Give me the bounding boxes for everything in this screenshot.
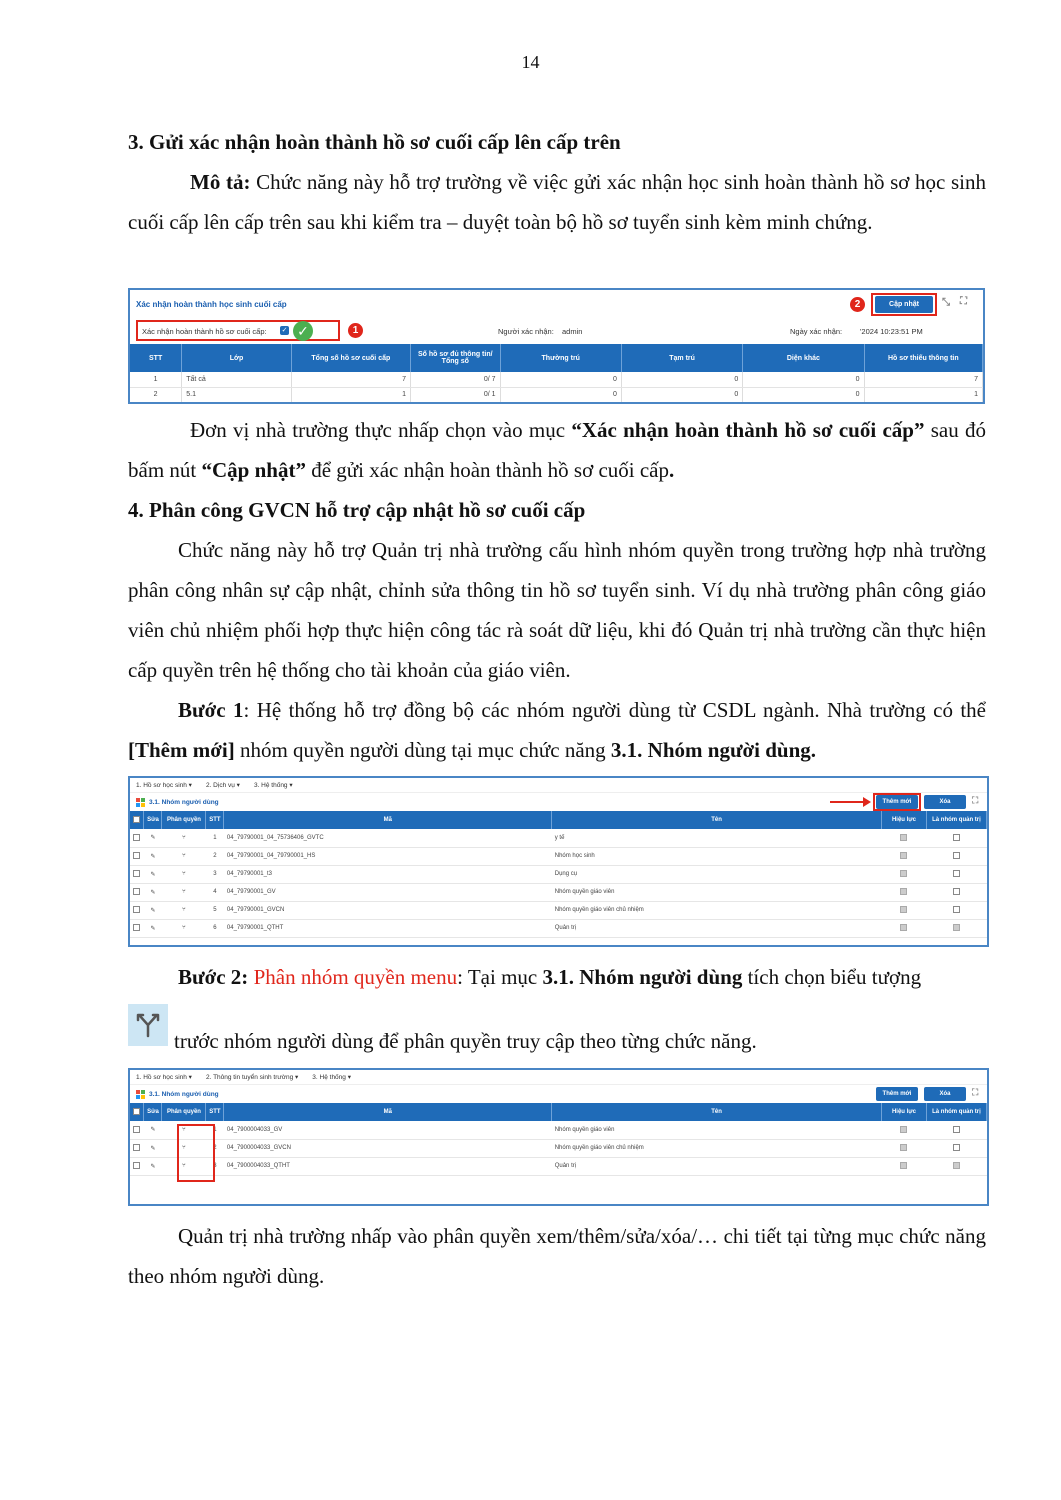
top-menu [130, 1070, 987, 1085]
user-group-header [130, 811, 987, 829]
section-3-heading: 3. Gửi xác nhận hoàn thành hồ sơ cuối cấp lên cấp trên [128, 130, 621, 154]
menu-student-records[interactable]: 1. Hồ sơ học sinh ▾ [136, 782, 192, 789]
cell-complete: 0/ 7 [411, 372, 501, 387]
cell-permanent: 0 [500, 372, 621, 387]
col-active: Hiệu lực [881, 811, 926, 829]
check-circle-icon: ✓ [293, 321, 313, 341]
cell-code: 04_79790001_GV [224, 883, 552, 901]
admin-checkbox [953, 852, 960, 859]
table-row[interactable] [130, 865, 987, 883]
instr-text: Đơn vị nhà trường thực nhấp chọn vào mục [190, 418, 572, 442]
cell-stt: 1 [206, 1121, 224, 1139]
user-group-header [130, 1103, 987, 1121]
cell-name: Dụng cụ [552, 865, 882, 883]
step-1-text: : Hệ thống hỗ trợ đồng bộ các nhóm người dùng từ CSDL ngành. Nhà trường có thể [243, 698, 987, 722]
confirm-screenshot [128, 288, 985, 404]
admin-checkbox [953, 870, 960, 877]
expand-icon[interactable]: ⛶ [960, 296, 967, 307]
cell-code: 04_79790001_t3 [224, 865, 552, 883]
user-group-screenshot [128, 776, 989, 947]
cell-missing: 1 [864, 387, 982, 402]
edit-pencil-icon[interactable]: ✎ [144, 1121, 162, 1139]
select-all-checkbox[interactable] [130, 1103, 144, 1121]
row-checkbox[interactable] [133, 870, 140, 877]
row-checkbox[interactable] [133, 1144, 140, 1151]
admin-checkbox [953, 1144, 960, 1151]
edit-pencil-icon[interactable]: ✎ [144, 901, 162, 919]
col-name: Tên [552, 1103, 882, 1121]
edit-pencil-icon[interactable]: ✎ [144, 1157, 162, 1175]
row-checkbox[interactable] [133, 924, 140, 931]
col-edit: Sửa [144, 811, 162, 829]
step-1-text: nhóm quyền người dùng tại mục chức năng [234, 738, 611, 762]
group-title: 3.1. Nhóm người dùng [149, 798, 219, 806]
step-2-paragraph [128, 957, 986, 997]
delete-button[interactable]: Xóa [924, 1087, 966, 1101]
step-1-add-new: [Thêm mới] [128, 738, 235, 762]
cell-code: 04_79790001_04_75736406_GVTC [224, 829, 552, 847]
expand-icon[interactable]: ⛶ [972, 1087, 979, 1097]
top-menu [130, 778, 987, 793]
confirmer-value: admin [562, 326, 583, 336]
cell-code: 04_79790001_GVCN [224, 901, 552, 919]
col-is-admin: Là nhóm quản trị [926, 811, 986, 829]
admin-checkbox [953, 834, 960, 841]
step-2-label: Bước 2: [178, 965, 249, 989]
active-checkbox [900, 870, 907, 877]
confirm-header [130, 290, 983, 318]
cell-name: Nhóm học sinh [552, 847, 882, 865]
step-2-menu-group: Phân nhóm quyền menu [248, 965, 458, 989]
instr-text: sau đó bấm nút [128, 418, 986, 482]
table-row[interactable] [130, 829, 987, 847]
row-checkbox[interactable] [133, 834, 140, 841]
desc-text: Chức năng này hỗ trợ trường về việc gửi xác nhận học sinh hoàn thành hồ sơ học sinh cuối cấp lên cấp trên sau khi kiểm tra – duyệt toàn bộ hồ sơ tuyển sinh kèm minh chứng. [128, 170, 987, 234]
select-all-checkbox[interactable] [130, 811, 144, 829]
user-group-table [130, 1103, 987, 1176]
col-other: Diện khác [743, 344, 864, 372]
add-new-highlight [873, 793, 921, 811]
col-is-admin: Là nhóm quản trị [926, 1103, 986, 1121]
col-active: Hiệu lực [881, 1103, 926, 1121]
row-checkbox[interactable] [133, 1126, 140, 1133]
step-badge-1: 1 [348, 323, 363, 338]
confirm-table-header [130, 344, 983, 372]
permission-fork-icon[interactable]: ⑂ [162, 1139, 206, 1157]
permission-fork-icon[interactable]: ⑂ [162, 847, 206, 865]
group-title-bar [130, 793, 987, 811]
confirm-title: Xác nhận hoàn thành học sinh cuối cấp [136, 299, 287, 309]
desc-label: Mô tả: [190, 170, 251, 194]
cell-code: 04_7900004033_GVCN [224, 1139, 552, 1157]
admin-checkbox [953, 1162, 960, 1169]
cell-stt: 1 [130, 372, 182, 387]
edit-pencil-icon[interactable]: ✎ [144, 883, 162, 901]
cell-total: 1 [291, 387, 410, 402]
menu-system[interactable]: 3. Hệ thống ▾ [312, 1074, 351, 1081]
add-new-button[interactable]: Thêm mới [876, 1087, 918, 1101]
grid-icon [136, 1090, 145, 1099]
row-checkbox[interactable] [133, 852, 140, 859]
delete-button[interactable]: Xóa [924, 795, 966, 809]
date-label: Ngày xác nhận: [790, 326, 843, 336]
cell-code: 04_79790001_QTHT [224, 919, 552, 937]
col-stt: STT [130, 344, 182, 372]
confirm-options-row [130, 318, 983, 344]
arrow-line [830, 801, 866, 803]
table-row[interactable] [130, 901, 987, 919]
cell-stt: 1 [206, 829, 224, 847]
permission-fork-icon[interactable]: ⑂ [162, 883, 206, 901]
confirmer-label: Người xác nhận: [498, 326, 554, 336]
step-1-label: Bước 1 [178, 698, 244, 722]
cell-code: 04_79790001_04_79790001_HS [224, 847, 552, 865]
permission-screenshot [128, 1068, 989, 1206]
active-checkbox [900, 834, 907, 841]
step-1-menu: 3.1. Nhóm người dùng. [610, 738, 817, 762]
group-title-bar [130, 1085, 987, 1103]
active-checkbox [900, 906, 907, 913]
col-temporary: Tạm trú [621, 344, 742, 372]
instr-text: để gửi xác nhận hoàn thành hồ sơ cuối cấp [305, 458, 670, 482]
step-1-paragraph [128, 690, 986, 770]
table-row[interactable] [130, 1121, 987, 1139]
active-checkbox [900, 888, 907, 895]
grid-icon [136, 798, 145, 807]
active-checkbox [900, 1144, 907, 1151]
cell-stt: 4 [206, 883, 224, 901]
col-stt: STT [206, 811, 224, 829]
cell-stt: 3 [206, 865, 224, 883]
cell-complete: 0/ 1 [411, 387, 501, 402]
col-edit: Sửa [144, 1103, 162, 1121]
cell-code: 04_7900004033_QTHT [224, 1157, 552, 1175]
cell-stt: 5 [206, 901, 224, 919]
active-checkbox [900, 1126, 907, 1133]
confirm-label: Xác nhận hoàn thành hồ sơ cuối cấp: [142, 326, 267, 336]
col-permission: Phân quyền [162, 811, 206, 829]
arrow-head-icon [863, 797, 871, 807]
table-row[interactable] [130, 372, 983, 387]
final-paragraph: Quản trị nhà trường nhấp vào phân quyền xem/thêm/sửa/xóa/… chi tiết tại từng mục chức năng theo nhóm người dùng. [128, 1224, 986, 1288]
cell-name: Nhóm quyền giáo viên chủ nhiệm [552, 1139, 882, 1157]
admin-checkbox [953, 906, 960, 913]
table-row[interactable] [130, 387, 983, 402]
row-checkbox[interactable] [133, 906, 140, 913]
step-badge-2: 2 [850, 297, 865, 312]
instr-bold-item: “Xác nhận hoàn thành hồ sơ cuối cấp” [571, 418, 925, 442]
cell-name: Quản trị [552, 1157, 882, 1175]
col-code: Mã [224, 1103, 552, 1121]
step-2-menu: 3.1. Nhóm người dùng [542, 965, 743, 989]
table-row[interactable] [130, 919, 987, 937]
update-highlight [871, 293, 937, 316]
col-stt: STT [206, 1103, 224, 1121]
col-code: Mã [224, 811, 552, 829]
cell-name: Quản trị [552, 919, 882, 937]
instr-bold-button: “Cập nhật” [201, 458, 306, 482]
menu-services[interactable]: 2. Dịch vụ ▾ [205, 782, 240, 789]
permission-fork-icon[interactable]: ⑂ [162, 919, 206, 937]
cell-stt: 2 [206, 847, 224, 865]
admin-checkbox [953, 924, 960, 931]
table-row[interactable] [130, 883, 987, 901]
permission-fork-icon[interactable]: ⑂ [162, 901, 206, 919]
collapse-icon[interactable]: ⤡ [942, 297, 950, 308]
menu-student-records[interactable]: 1. Hồ sơ học sinh ▾ [136, 1074, 192, 1081]
table-row[interactable] [130, 847, 987, 865]
cell-stt: 2 [130, 387, 182, 402]
row-checkbox[interactable] [133, 888, 140, 895]
section-4-heading: 4. Phân công GVCN hỗ trợ cập nhật hồ sơ cuối cấp [128, 498, 586, 522]
edit-pencil-icon[interactable]: ✎ [144, 847, 162, 865]
group-title: 3.1. Nhóm người dùng [149, 1090, 219, 1098]
col-total: Tổng số hồ sơ cuối cấp [291, 344, 410, 372]
active-checkbox [900, 852, 907, 859]
cell-name: Nhóm quyền giáo viên [552, 883, 882, 901]
permission-fork-icon[interactable]: ⑂ [162, 1121, 206, 1139]
table-row[interactable] [130, 1139, 987, 1157]
permission-fork-icon[interactable]: ⑂ [162, 1157, 206, 1175]
table-row[interactable] [130, 1157, 987, 1175]
add-new-button[interactable]: Thêm mới [876, 795, 918, 809]
expand-icon[interactable]: ⛶ [972, 795, 979, 805]
edit-pencil-icon[interactable]: ✎ [144, 865, 162, 883]
cell-class: Tất cả [182, 372, 291, 387]
cell-name: Nhóm quyền giáo viên chủ nhiệm [552, 901, 882, 919]
col-name: Tên [552, 811, 882, 829]
cell-other: 0 [743, 372, 864, 387]
section-3-instruction [128, 410, 986, 490]
menu-admission-info[interactable]: 2. Thông tin tuyển sinh trường ▾ [205, 1074, 299, 1081]
admin-checkbox [953, 888, 960, 895]
col-permanent: Thường trú [500, 344, 621, 372]
row-checkbox[interactable] [133, 1162, 140, 1169]
cell-name: y tế [552, 829, 882, 847]
col-class: Lớp [182, 344, 291, 372]
step-2-continued: trước nhóm người dùng để phân quyền truy cập theo từng chức năng. [174, 1029, 757, 1053]
user-group-table [130, 811, 987, 938]
permission-fork-icon[interactable]: ⑂ [162, 829, 206, 847]
confirm-table [130, 344, 983, 403]
cell-missing: 7 [864, 372, 982, 387]
admin-checkbox [953, 1126, 960, 1133]
cell-name: Nhóm quyền giáo viên [552, 1121, 882, 1139]
permission-fork-icon[interactable]: ⑂ [162, 865, 206, 883]
cell-permanent: 0 [500, 387, 621, 402]
col-complete: Số hồ sơ đủ thông tin/ Tổng số [411, 344, 501, 372]
date-value: '2024 10:23:51 PM [860, 326, 923, 336]
cell-code: 04_7900004033_GV [224, 1121, 552, 1139]
step-2-text: tích chọn biểu tượng [742, 965, 922, 989]
active-checkbox [900, 1162, 907, 1169]
permission-column-highlight [177, 1124, 215, 1182]
section-3-description [128, 162, 986, 242]
menu-system[interactable]: 3. Hệ thống ▾ [253, 782, 293, 789]
instr-period: . [669, 458, 675, 482]
cell-temporary: 0 [621, 372, 742, 387]
section-4-intro: Chức năng này hỗ trợ Quản trị nhà trường cấu hình nhóm quyền trong trường hợp nhà trường phân công nhân sự cập nhật, chỉnh sửa thông tin hồ sơ tuyển sinh. Ví dụ nhà trường phân công giáo viên chủ nhiệm phối hợp thực hiện công tác rà soát dữ liệu, khi đó Quản trị nhà trường cần thực hiện cấp quyền trên hệ thống cho tài khoản của giáo viên. [128, 538, 986, 682]
col-permission: Phân quyền [162, 1103, 206, 1121]
cell-stt: 2 [206, 1139, 224, 1157]
step-2-text: : Tại mục [457, 965, 543, 989]
edit-pencil-icon[interactable]: ✎ [144, 1139, 162, 1157]
cell-stt: 3 [206, 1157, 224, 1175]
page-number: 14 [521, 52, 540, 72]
confirm-checkbox[interactable]: ✓ [281, 327, 288, 334]
update-button[interactable]: Cập nhật [875, 296, 933, 313]
active-checkbox [900, 924, 907, 931]
permission-fork-icon-large [128, 1004, 168, 1046]
cell-temporary: 0 [621, 387, 742, 402]
cell-stt: 6 [206, 919, 224, 937]
cell-other: 0 [743, 387, 864, 402]
edit-pencil-icon[interactable]: ✎ [144, 829, 162, 847]
edit-pencil-icon[interactable]: ✎ [144, 919, 162, 937]
cell-total: 7 [291, 372, 410, 387]
cell-class: 5.1 [182, 387, 291, 402]
col-missing: Hồ sơ thiếu thông tin [864, 344, 982, 372]
